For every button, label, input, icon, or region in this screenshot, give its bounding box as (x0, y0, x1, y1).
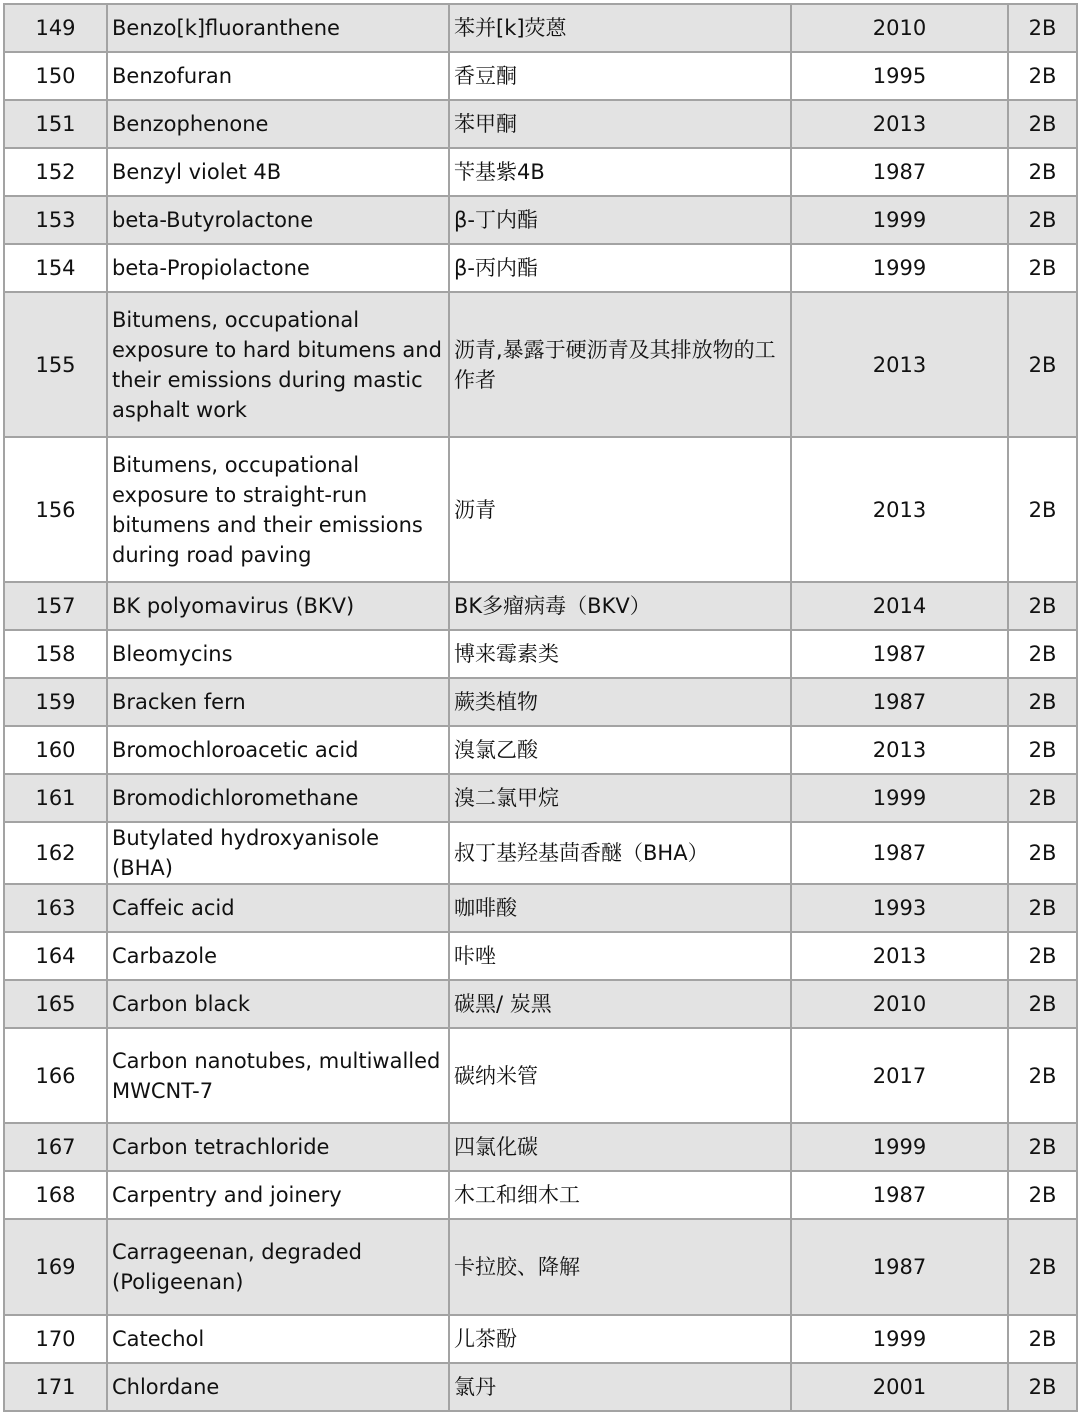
agent-name-en: Chlordane (107, 1363, 449, 1411)
group: 2B (1008, 52, 1077, 100)
evaluation-year: 1999 (791, 196, 1008, 244)
table-row (4, 52, 1077, 100)
row-number: 154 (4, 244, 107, 292)
evaluation-year: 2013 (791, 100, 1008, 148)
table-row (4, 1028, 1077, 1123)
row-number: 169 (4, 1219, 107, 1315)
table-row (4, 932, 1077, 980)
group: 2B (1008, 1315, 1077, 1363)
row-number: 165 (4, 980, 107, 1028)
agent-name-en: Carbazole (107, 932, 449, 980)
evaluation-year: 2013 (791, 726, 1008, 774)
group: 2B (1008, 4, 1077, 52)
agent-name-en: Benzophenone (107, 100, 449, 148)
group: 2B (1008, 244, 1077, 292)
table-row (4, 726, 1077, 774)
row-number: 166 (4, 1028, 107, 1123)
table-row (4, 582, 1077, 630)
row-number: 149 (4, 4, 107, 52)
agent-name-en: Bitumens, occupational exposure to straight-run bitumens and their emissions during road paving (107, 437, 449, 582)
evaluation-year: 1999 (791, 244, 1008, 292)
group: 2B (1008, 726, 1077, 774)
table-row (4, 822, 1077, 884)
agent-name-zh: 溴二氯甲烷 (449, 774, 791, 822)
agent-name-en: BK polyomavirus (BKV) (107, 582, 449, 630)
evaluation-year: 2013 (791, 932, 1008, 980)
evaluation-year: 2010 (791, 980, 1008, 1028)
agent-name-zh: 咖啡酸 (449, 884, 791, 932)
group: 2B (1008, 582, 1077, 630)
carcinogen-table (3, 3, 1078, 1412)
evaluation-year: 2017 (791, 1028, 1008, 1123)
row-number: 151 (4, 100, 107, 148)
agent-name-en: Carbon black (107, 980, 449, 1028)
agent-name-en: Bromodichloromethane (107, 774, 449, 822)
group: 2B (1008, 822, 1077, 884)
group: 2B (1008, 774, 1077, 822)
evaluation-year: 1995 (791, 52, 1008, 100)
agent-name-zh: 苯并[k]荧蒽 (449, 4, 791, 52)
evaluation-year: 1987 (791, 148, 1008, 196)
row-number: 153 (4, 196, 107, 244)
agent-name-en: Carbon nanotubes, multiwalled MWCNT-7 (107, 1028, 449, 1123)
row-number: 157 (4, 582, 107, 630)
group: 2B (1008, 100, 1077, 148)
row-number: 155 (4, 292, 107, 437)
table-row (4, 630, 1077, 678)
agent-name-zh: β-丁内酯 (449, 196, 791, 244)
agent-name-en: Bromochloroacetic acid (107, 726, 449, 774)
table-row (4, 148, 1077, 196)
agent-name-zh: 咔唑 (449, 932, 791, 980)
evaluation-year: 2010 (791, 4, 1008, 52)
agent-name-en: Carbon tetrachloride (107, 1123, 449, 1171)
agent-name-zh: 沥青 (449, 437, 791, 582)
evaluation-year: 2001 (791, 1363, 1008, 1411)
table-row (4, 884, 1077, 932)
table-row (4, 678, 1077, 726)
table-row (4, 1171, 1077, 1219)
row-number: 156 (4, 437, 107, 582)
agent-name-zh: BK多瘤病毒（BKV） (449, 582, 791, 630)
row-number: 150 (4, 52, 107, 100)
group: 2B (1008, 1219, 1077, 1315)
evaluation-year: 1987 (791, 822, 1008, 884)
agent-name-en: Benzo[k]fluoranthene (107, 4, 449, 52)
table-row (4, 1219, 1077, 1315)
table-row (4, 4, 1077, 52)
group: 2B (1008, 292, 1077, 437)
agent-name-en: Caffeic acid (107, 884, 449, 932)
agent-name-zh: β-丙内酯 (449, 244, 791, 292)
agent-name-en: Bleomycins (107, 630, 449, 678)
agent-name-zh: 碳黑/ 炭黑 (449, 980, 791, 1028)
group: 2B (1008, 148, 1077, 196)
table-row (4, 100, 1077, 148)
evaluation-year: 2013 (791, 292, 1008, 437)
evaluation-year: 1987 (791, 630, 1008, 678)
row-number: 152 (4, 148, 107, 196)
row-number: 160 (4, 726, 107, 774)
evaluation-year: 1999 (791, 1123, 1008, 1171)
group: 2B (1008, 1123, 1077, 1171)
agent-name-zh: 四氯化碳 (449, 1123, 791, 1171)
group: 2B (1008, 1363, 1077, 1411)
group: 2B (1008, 196, 1077, 244)
evaluation-year: 2014 (791, 582, 1008, 630)
agent-name-zh: 苯甲酮 (449, 100, 791, 148)
table-row (4, 244, 1077, 292)
group: 2B (1008, 932, 1077, 980)
row-number: 164 (4, 932, 107, 980)
agent-name-en: Bitumens, occupational exposure to hard bitumens and their emissions during mastic asphalt work (107, 292, 449, 437)
agent-name-en: Benzyl violet 4B (107, 148, 449, 196)
table-row (4, 292, 1077, 437)
agent-name-en: Carrageenan, degraded (Poligeenan) (107, 1219, 449, 1315)
row-number: 161 (4, 774, 107, 822)
row-number: 168 (4, 1171, 107, 1219)
row-number: 167 (4, 1123, 107, 1171)
evaluation-year: 1993 (791, 884, 1008, 932)
evaluation-year: 2013 (791, 437, 1008, 582)
agent-name-zh: 溴氯乙酸 (449, 726, 791, 774)
agent-name-zh: 香豆酮 (449, 52, 791, 100)
table-row (4, 1363, 1077, 1411)
evaluation-year: 1987 (791, 1171, 1008, 1219)
agent-name-en: beta-Butyrolactone (107, 196, 449, 244)
table-row (4, 774, 1077, 822)
agent-name-zh: 蕨类植物 (449, 678, 791, 726)
table-row (4, 980, 1077, 1028)
agent-name-zh: 沥青,暴露于硬沥青及其排放物的工作者 (449, 292, 791, 437)
evaluation-year: 1987 (791, 678, 1008, 726)
row-number: 162 (4, 822, 107, 884)
row-number: 159 (4, 678, 107, 726)
table-container (3, 3, 1078, 1412)
group: 2B (1008, 980, 1077, 1028)
agent-name-en: Benzofuran (107, 52, 449, 100)
agent-name-zh: 卡拉胶、降解 (449, 1219, 791, 1315)
row-number: 158 (4, 630, 107, 678)
group: 2B (1008, 630, 1077, 678)
row-number: 170 (4, 1315, 107, 1363)
row-number: 163 (4, 884, 107, 932)
row-number: 171 (4, 1363, 107, 1411)
agent-name-zh: 苄基紫4B (449, 148, 791, 196)
agent-name-zh: 儿茶酚 (449, 1315, 791, 1363)
agent-name-en: Bracken fern (107, 678, 449, 726)
table-row (4, 1315, 1077, 1363)
agent-name-zh: 碳纳米管 (449, 1028, 791, 1123)
evaluation-year: 1999 (791, 774, 1008, 822)
agent-name-zh: 木工和细木工 (449, 1171, 791, 1219)
agent-name-en: beta-Propiolactone (107, 244, 449, 292)
table-row (4, 196, 1077, 244)
group: 2B (1008, 1028, 1077, 1123)
evaluation-year: 1999 (791, 1315, 1008, 1363)
agent-name-zh: 博来霉素类 (449, 630, 791, 678)
agent-name-zh: 氯丹 (449, 1363, 791, 1411)
group: 2B (1008, 437, 1077, 582)
agent-name-en: Carpentry and joinery (107, 1171, 449, 1219)
group: 2B (1008, 884, 1077, 932)
group: 2B (1008, 678, 1077, 726)
table-row (4, 1123, 1077, 1171)
agent-name-en: Catechol (107, 1315, 449, 1363)
table-row (4, 437, 1077, 582)
agent-name-zh: 叔丁基羟基茴香醚（BHA） (449, 822, 791, 884)
evaluation-year: 1987 (791, 1219, 1008, 1315)
agent-name-en: Butylated hydroxyanisole (BHA) (107, 822, 449, 884)
group: 2B (1008, 1171, 1077, 1219)
